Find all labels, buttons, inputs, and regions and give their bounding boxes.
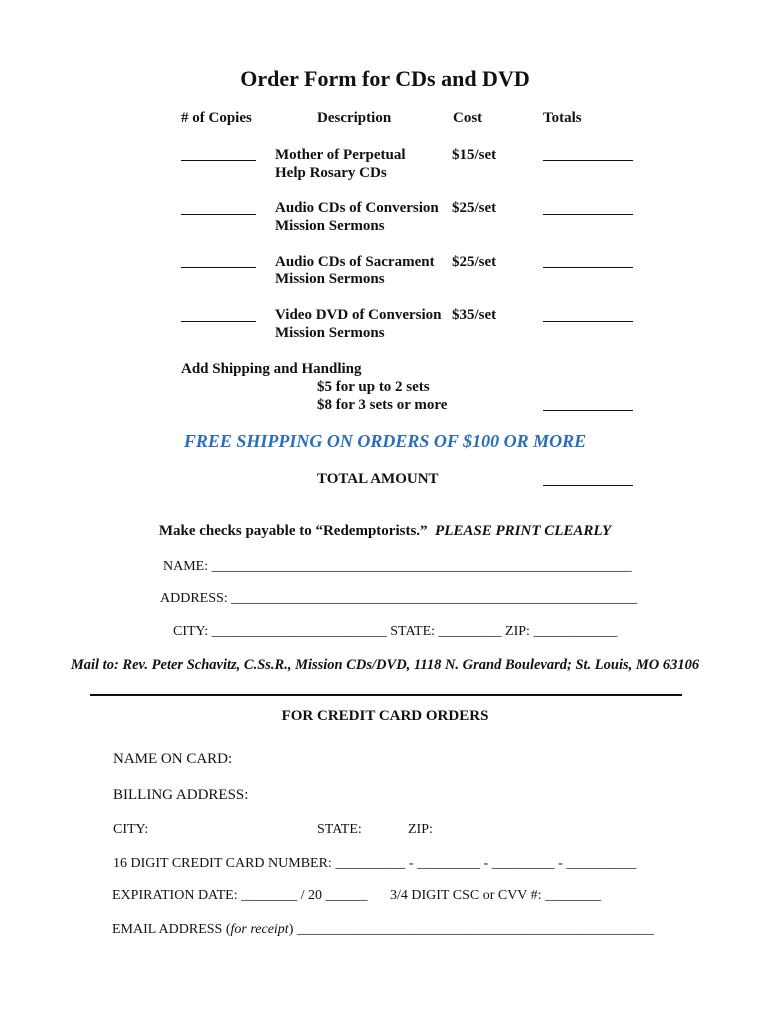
item-1-desc-line1: Mother of Perpetual xyxy=(275,147,406,163)
shipping-total-field[interactable] xyxy=(543,410,633,411)
item-3-desc-line2: Mission Sermons xyxy=(275,271,385,287)
item-2-desc-line1: Audio CDs of Conversion xyxy=(275,200,439,216)
city-state-zip-field[interactable]: CITY: _________________________ STATE: _________ ZIP: ____________ xyxy=(173,624,618,639)
item-3-desc-line1: Audio CDs of Sacrament xyxy=(275,254,435,270)
total-field-2[interactable] xyxy=(543,214,633,215)
item-1-desc-line2: Help Rosary CDs xyxy=(275,165,387,181)
email-address-field[interactable] xyxy=(112,922,654,938)
total-field-3[interactable] xyxy=(543,267,633,268)
item-2-desc-line2: Mission Sermons xyxy=(275,218,385,234)
copies-field-3[interactable] xyxy=(181,267,256,268)
header-copies: # of Copies xyxy=(181,110,252,126)
shipping-label: Add Shipping and Handling xyxy=(181,361,362,377)
item-4-desc-line1: Video DVD of Conversion xyxy=(275,307,442,323)
address-field[interactable]: ADDRESS: __________________________________________________________ xyxy=(160,591,638,606)
card-number-field[interactable]: 16 DIGIT CREDIT CARD NUMBER: __________ - _________ - _________ - __________ xyxy=(113,856,637,871)
name-field[interactable]: NAME: ____________________________________________________________ xyxy=(163,559,632,574)
free-shipping-notice: FREE SHIPPING ON ORDERS OF $100 OR MORE xyxy=(183,431,587,451)
total-amount-field[interactable] xyxy=(543,485,633,486)
name-on-card-field[interactable]: NAME ON CARD: xyxy=(113,751,233,767)
copies-field-2[interactable] xyxy=(181,214,256,215)
copies-field-4[interactable] xyxy=(181,321,256,322)
header-description: Description xyxy=(317,110,392,126)
form-title: Order Form for CDs and DVD xyxy=(240,66,530,91)
credit-card-heading: FOR CREDIT CARD ORDERS xyxy=(281,708,489,724)
item-2-cost: $25/set xyxy=(452,200,497,216)
cc-state-field[interactable]: STATE: xyxy=(317,822,362,837)
cc-zip-field[interactable]: ZIP: xyxy=(408,822,433,837)
item-1-cost: $15/set xyxy=(452,147,497,163)
header-cost: Cost xyxy=(453,110,483,126)
section-divider xyxy=(90,694,682,696)
checks-text: Make checks payable to “Redemptorists.” xyxy=(158,523,428,539)
shipping-rate-2: $8 for 3 sets or more xyxy=(317,397,448,413)
item-3-cost: $25/set xyxy=(452,254,497,270)
email-underline: ) ___________________________________________________ xyxy=(288,922,654,937)
print-clearly-text: PLEASE PRINT CLEARLY xyxy=(435,523,612,539)
cc-city-field[interactable]: CITY: xyxy=(113,822,149,837)
csc-field[interactable]: 3/4 DIGIT CSC or CVV #: ________ xyxy=(390,888,602,903)
email-receipt-note: for receipt xyxy=(230,922,289,937)
expiration-date-field[interactable]: EXPIRATION DATE: ________ / 20 ______ xyxy=(112,888,368,903)
total-amount-label: TOTAL AMOUNT xyxy=(317,471,439,487)
total-field-4[interactable] xyxy=(543,321,633,322)
checks-instruction xyxy=(0,523,770,540)
item-4-desc-line2: Mission Sermons xyxy=(275,325,385,341)
item-4-cost: $35/set xyxy=(452,307,497,323)
mailing-address: Mail to: Rev. Peter Schavitz, C.Ss.R., Mission CDs/DVD, 1118 N. Grand Boulevard; St. Louis, MO 63106 xyxy=(70,657,700,673)
email-label: EMAIL ADDRESS ( xyxy=(112,922,231,937)
billing-address-field[interactable]: BILLING ADDRESS: xyxy=(113,787,249,803)
total-field-1[interactable] xyxy=(543,160,633,161)
copies-field-1[interactable] xyxy=(181,160,256,161)
header-totals: Totals xyxy=(543,110,582,126)
shipping-rate-1: $5 for up to 2 sets xyxy=(317,379,430,395)
